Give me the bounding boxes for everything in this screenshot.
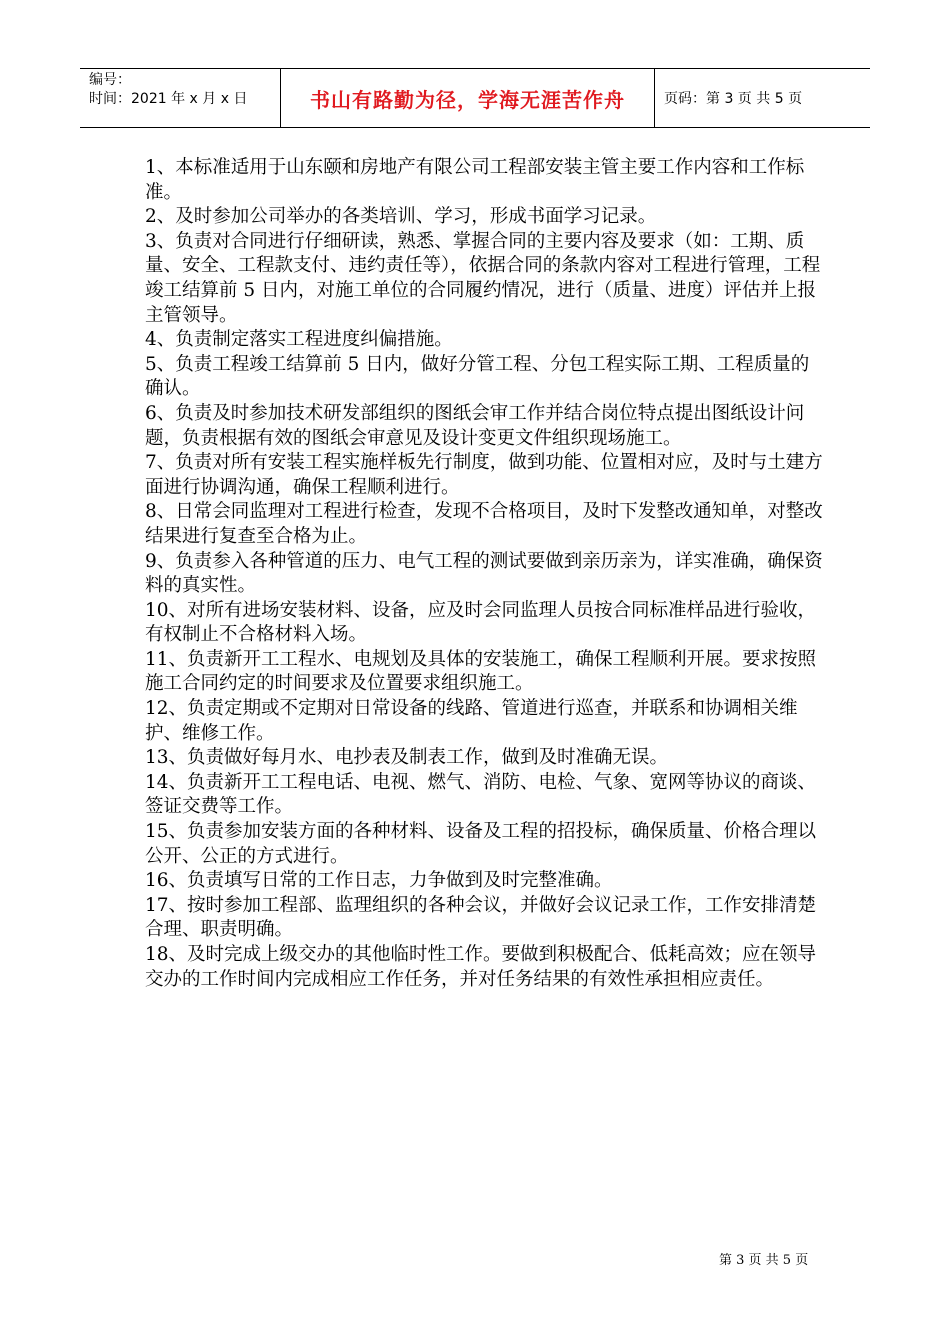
list-item: 14、负责新开工工程电话、电视、燃气、消防、电检、气象、宽网等协议的商谈、签证交费等工作。 xyxy=(145,771,817,818)
list-item: 12、负责定期或不定期对日常设备的线路、管道进行巡查，并联系和协调相关维护、维修工作。 xyxy=(145,698,798,744)
list-item: 2、及时参加公司举办的各类培训、学习，形成书面学习记录。 xyxy=(145,206,657,228)
list-item: 9、负责参入各种管道的压力、电气工程的测试要做到亲历亲为，详实准确，确保资料的真实性。 xyxy=(145,550,823,597)
list-item: 18、及时完成上级交办的其他临时性工作。要做到积极配合、低耗高效；应在领导交办的工作时间内完成相应工作任务，并对任务结果的有效性承担相应责任。 xyxy=(145,944,817,990)
list-item: 4、负责制定落实工程进度纠偏措施。 xyxy=(145,329,453,351)
list-item: 13、负责做好每月水、电抄表及制表工作，做到及时准确无误。 xyxy=(145,747,669,769)
list-item: 7、负责对所有安装工程实施样板先行制度，做到功能、位置相对应，及时与土建方面进行协调沟通，确保工程顺利进行。 xyxy=(145,452,823,498)
document-body xyxy=(145,156,825,992)
list-item: 8、日常会同监理对工程进行检查，发现不合格项目，及时下发整改通知单，对整改结果进行复查至合格为止。 xyxy=(145,501,823,547)
document-date: 时间：2021 年 x 月 x 日 xyxy=(89,91,248,107)
page-footer-number: 第 3 页 共 5 页 xyxy=(719,1253,809,1268)
list-item: 10、对所有进场安装材料、设备，应及时会同监理人员按合同标准样品进行验收，有权制止不合格材料入场。 xyxy=(145,599,817,646)
page-header xyxy=(80,68,870,128)
header-motto: 书山有路勤为径，学海无涯苦作舟 xyxy=(281,69,655,127)
list-item: 15、负责参加安装方面的各种材料、设备及工程的招投标，确保质量、价格合理以公开、公正的方式进行。 xyxy=(145,821,817,867)
list-item: 11、负责新开工工程水、电规划及具体的安装施工，确保工程顺利开展。要求按照施工合同约定的时间要求及位置要求组织施工。 xyxy=(145,648,817,695)
header-page-code: 页码：第 3 页 共 5 页 xyxy=(664,91,803,107)
list-item: 5、负责工程竣工结算前 5 日内，做好分管工程、分包工程实际工期、工程质量的确认。 xyxy=(145,353,810,400)
list-item: 3、负责对合同进行仔细研读，熟悉、掌握合同的主要内容及要求（如：工期、质量、安全、工程款支付、违约责任等），依据合同的条款内容对工程进行管理，工程竣工结算前 5 日内，对施工单位的合同履约情况，进行（质量、进度）评估并上报主管领导。 xyxy=(145,230,821,326)
list-item: 1、本标准适用于山东颐和房地产有限公司工程部安装主管主要工作内容和工作标准。 xyxy=(145,157,805,203)
header-meta xyxy=(80,69,281,127)
list-item: 17、按时参加工程部、监理组织的各种会议，并做好会议记录工作，工作安排清楚合理、职责明确。 xyxy=(145,894,817,941)
list-item: 16、负责填写日常的工作日志，力争做到及时完整准确。 xyxy=(145,870,613,892)
list-item: 6、负责及时参加技术研发部组织的图纸会审工作并结合岗位特点提出图纸设计问题，负责根据有效的图纸会审意见及设计变更文件组织现场施工。 xyxy=(145,402,805,449)
document-number-label: 编号： xyxy=(89,72,131,88)
